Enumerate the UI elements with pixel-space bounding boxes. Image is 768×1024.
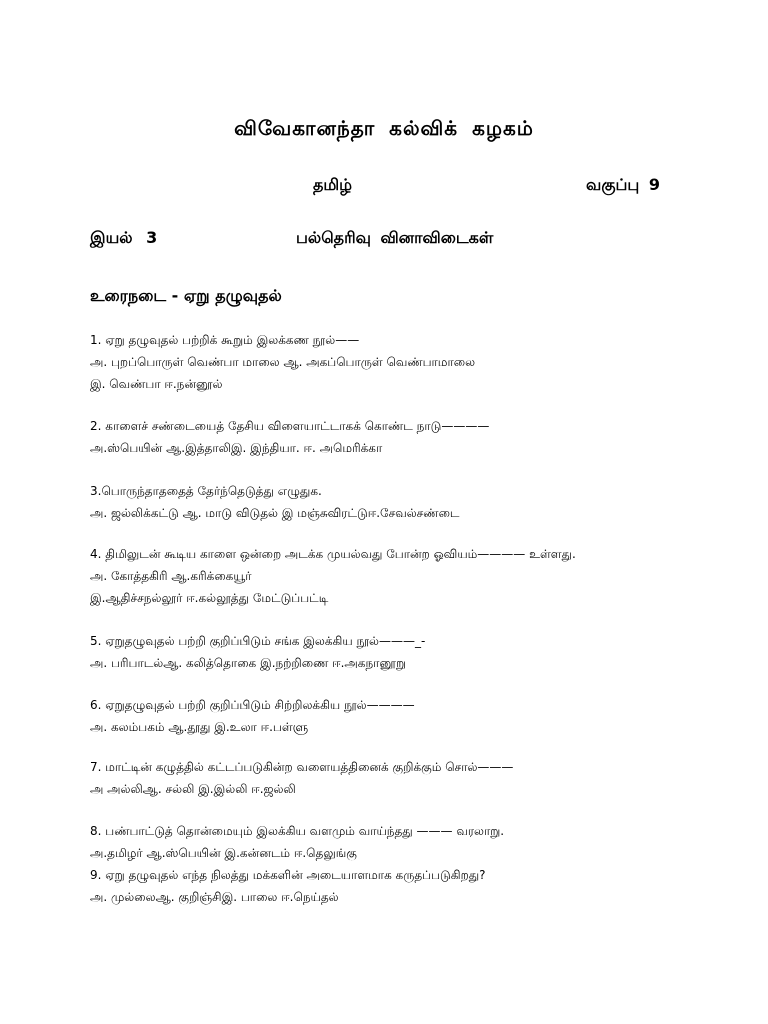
question-options: இ.ஆதிச்சநல்லூர் ஈ.கல்லூத்து மேட்டுப்பட்டி (90, 591, 329, 605)
question-options: அ. ஜல்லிக்கட்டு ஆ. மாடு விடுதல் இ மஞ்சுவிரட்டுஈ.சேவல்சண்டை (90, 506, 460, 520)
question-block (90, 820, 710, 908)
subject-label: தமிழ் (313, 175, 353, 194)
question-block (90, 694, 710, 738)
question-block (90, 329, 710, 395)
question-text: 4. திமிலுடன் கூடிய காளை ஒன்றை அடக்க முயல்வது போன்ற ஓவியம்———— உள்ளது. (90, 547, 576, 561)
question-options: இ. வெண்பா ஈ.நன்னூல் (90, 377, 223, 391)
question-options: அ அல்லிஆ. சல்லி இ.இல்லி ஈ.ஜல்லி (90, 782, 296, 796)
question-text: 5. ஏறுதழுவுதல் பற்றி குறிப்பிடும் சங்க இலக்கிய நூல்———_- (90, 634, 426, 648)
question-block (90, 630, 710, 674)
question-text: 3.பொருந்தாததைத் தேர்ந்தெடுத்து எழுதுக. (90, 484, 322, 498)
question-options: அ. கலம்பகம் ஆ.தூது இ.உலா ஈ.பள்ளு (90, 720, 309, 734)
question-type-label: பல்தெரிவு வினாவிடைகள் (296, 228, 494, 247)
question-options: அ. கோத்தகிரி ஆ.கரிக்கையூர் (90, 569, 252, 583)
question-block (90, 543, 710, 609)
question-options: அ.தமிழர் ஆ.ஸ்பெயின் இ.கன்னடம் ஈ.தெலுங்கு (90, 846, 357, 860)
question-text: 6. ஏறுதழுவுதல் பற்றி குறிப்பிடும் சிற்றிலக்கிய நூல்———— (90, 698, 415, 712)
unit-label: இயல் 3 (90, 228, 158, 247)
question-options: அ. பரிபாடல்ஆ. கலித்தொகை இ.நற்றிணை ஈ.அகநானூறு (90, 656, 406, 670)
institution-title: விவேகானந்தா கல்விக் கழகம் (234, 116, 534, 140)
question-options: அ. முல்லைஆ. குறிஞ்சிஇ. பாலை ஈ.நெய்தல் (90, 890, 339, 904)
question-options: அ. புறப்பொருள் வெண்பா மாலை ஆ. அகப்பொருள் வெண்பாமாலை (90, 355, 476, 369)
class-label: வகுப்பு 9 (586, 175, 660, 194)
question-text: 9. ஏறு தழுவுதல் எந்த நிலத்து மக்களின் அடையாளமாக கருதப்படுகிறது? (90, 868, 486, 882)
question-text: 7. மாட்டின் கழுத்தில் கட்டப்படுகின்ற வளையத்தினைக் குறிக்கும் சொல்——— (90, 760, 514, 774)
question-text: 2. காளைச் சண்டையைத் தேசிய விளையாட்டாகக் கொண்ட நாடு———— (90, 419, 490, 433)
question-block (90, 756, 710, 800)
question-block (90, 415, 710, 459)
question-text: 1. ஏறு தழுவுதல் பற்றிக் கூறும் இலக்கண நூல்—— (90, 333, 360, 347)
section-title: உரைநடை - ஏறு தழுவுதல் (90, 286, 282, 305)
question-options: அ.ஸ்பெயின் ஆ.இத்தாலிஇ. இந்தியா. ஈ. அமெரிக்கா (90, 441, 383, 455)
question-text: 8. பண்பாட்டுத் தொன்மையும் இலக்கிய வளமும் வாய்ந்தது ——— வரலாறு. (90, 824, 505, 838)
question-block (90, 480, 710, 524)
